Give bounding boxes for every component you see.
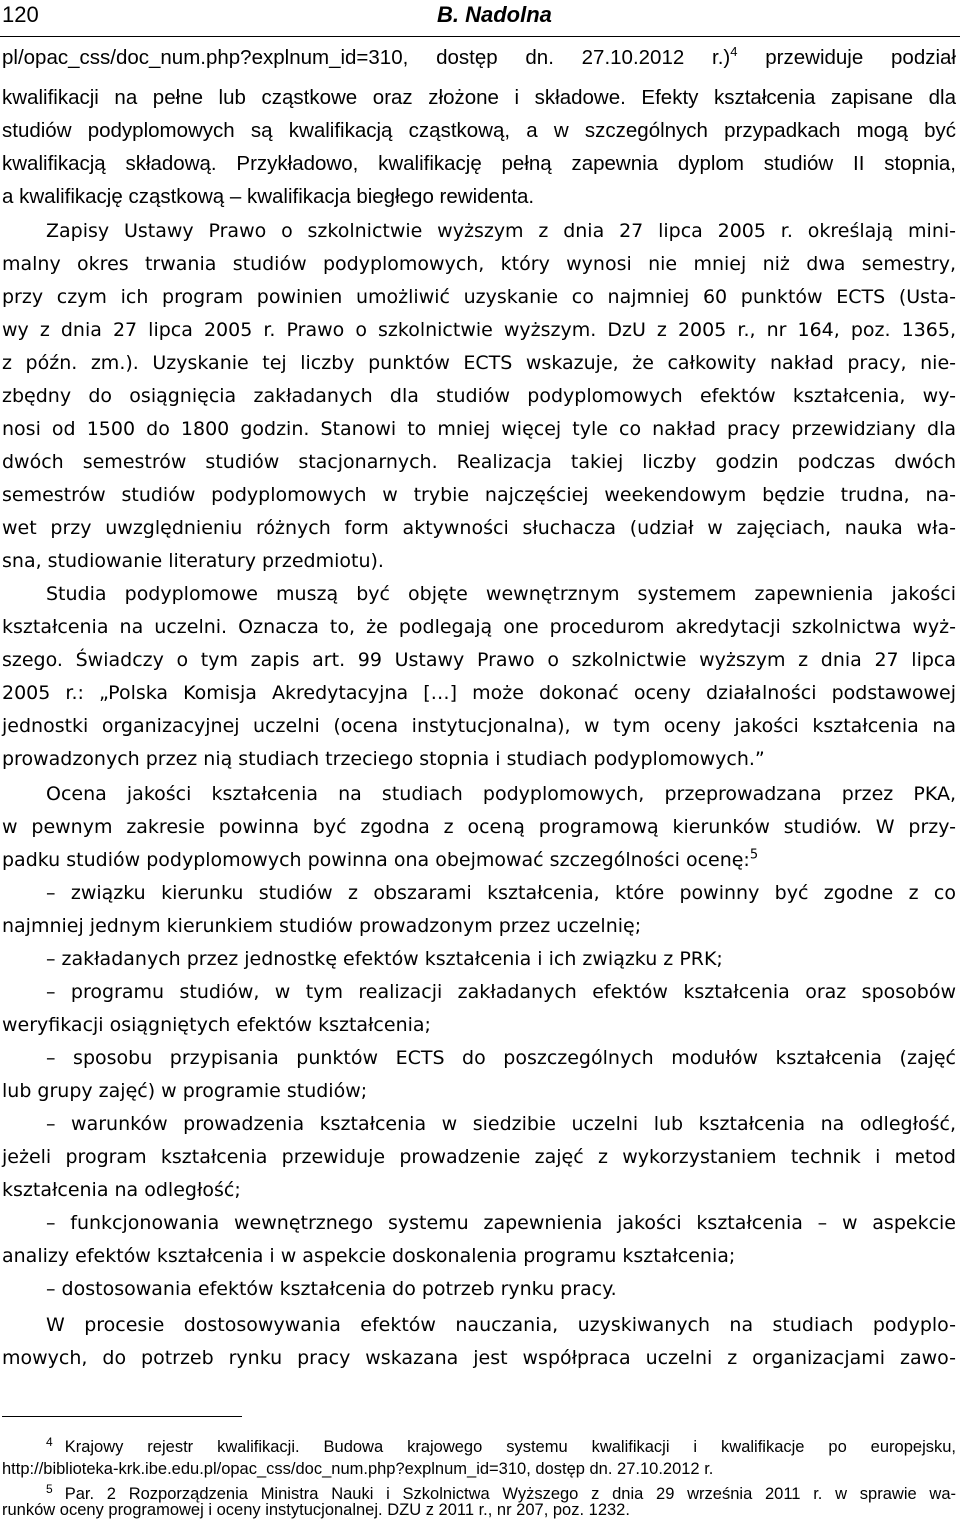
list-item: – zakładanych przez jednostkę efektów kształcenia i ich związku z PRK; [46,948,723,970]
text-line: nosi od 1500 do 1800 godzin. Stanowi to mniej więcej tyle co nakład pracy przewidziany dla [2,418,956,440]
text-line: malny okres trwania studiów podyplomowych, który wynosi nie mniej niż dwa semestry, [2,253,956,275]
text-line: w pewnym zakresie powinna być zgodna z oceną programową kierunków studiów. W przy- [2,816,956,838]
text-line: przy czym ich program powinien umożliwić uzyskanie co najmniej 60 punktów ECTS (Usta- [2,286,956,308]
text-line: sna, studiowanie literatury przedmiotu). [2,550,384,572]
footnote-ref: 4 [730,44,738,60]
footnote-number: 4 [46,1434,53,1449]
text-line: prowadzonych przez nią studiach trzeciego stopnia i studiach podyplomowych.” [2,748,765,770]
text-line: Studia podyplomowe muszą być objęte wewnętrznym systemem zapewnienia jakości [46,583,956,605]
text-line: jeżeli program kształcenia przewiduje prowadzenie zajęć z wykorzystaniem technik i metod [2,1146,956,1168]
text-line: Ocena jakości kształcenia na studiach podyplomowych, przeprowadzana przez PKA, [46,783,956,805]
text-line: Zapisy Ustawy Prawo o szkolnictwie wyższym z dnia 27 lipca 2005 r. określają mini- [46,220,956,242]
text-line: 2005 r.: „Polska Komisja Akredytacyjna […] może dokonać oceny działalności podstawowej [2,682,956,704]
text-line: z późn. zm.). Uzyskanie tej liczby punktów ECTS wskazuje, że całkowity nakład pracy, nie- [2,352,956,374]
text-line: pl/opac_css/doc_num.php?explnum_id=310, dostęp dn. 27.10.2012 r.)$^4$ przewiduje podział [2,44,956,69]
text-line: najmniej jednym kierunkiem studiów prowadzonym przez uczelnię; [2,915,642,937]
text-line: weryfikacji osiągniętych efektów kształcenia; [2,1014,431,1036]
text-line: semestrów studiów podyplomowych w trybie najczęściej weekendowym będzie trudna, na- [2,484,956,506]
footnote-5: $^5$ Par. 2 Rozporządzenia Ministra Nauki i Szkolnictwa Wyższego z dnia 29 września 2011 r. w sprawie wa- [46,1481,956,1503]
text-line: kwalifikacji na pełne lub cząstkowe oraz złożone i składowe. Efekty kształcenia zapisane dla [2,86,956,109]
footnote-ref: 5 [749,847,759,863]
list-item: – związku kierunku studiów z obszarami kształcenia, które powinny być zgodne z co [46,882,956,904]
text-line: szego. Świadczy o tym zapis art. 99 Ustawy Prawo o szkolnictwie wyższym z dnia 27 lipca [2,649,956,671]
text-line: kształcenia na odległość; [2,1179,241,1201]
text-line: studiów podyplomowych są kwalifikacją cząstkową, a w szczególnych przypadkach mogą być [2,119,956,142]
text-line: W procesie dostosowywania efektów nauczania, uzyskiwanych na studiach podyplo- [46,1314,956,1336]
footnote-number: 5 [46,1481,53,1496]
footnote-5-cont: runków oceny programowej i oceny instytucjonalnej. DZU z 2011 r., nr 207, poz. 1232. [2,1501,630,1519]
text-line: mowych, do potrzeb rynku pracy wskazana jest współpraca uczelni z organizacjami zawo- [2,1347,956,1369]
list-item: – funkcjonowania wewnętrznego systemu zapewnienia jakości kształcenia – w aspekcie [46,1212,956,1234]
text-line: jednostki organizacyjnej uczelni (ocena instytucjonalna), w tym oceny jakości kształcenia na [2,715,956,737]
running-author: B. Nadolna [437,2,552,27]
footnote-4-cont: http://biblioteka-krk.ibe.edu.pl/opac_css/doc_num.php?explnum_id=310, dostęp dn. 27.10.2012 r. [2,1460,714,1478]
text-line: kwalifikacją składową. Przykładowo, kwalifikację pełną zapewnia dyplom studiów II stopnia, [2,152,956,175]
text-line: lub grupy zajęć) w programie studiów; [2,1080,368,1102]
text-line: kształcenia na uczelni. Oznacza to, że podlegają one procedurom akredytacji szkolnictwa wyż- [2,616,956,638]
text-line: a kwalifikację cząstkową – kwalifikacja biegłego rewidenta. [2,185,535,208]
list-item: – dostosowania efektów kształcenia do potrzeb rynku pracy. [46,1278,617,1300]
text-line: zbędny do osiągnięcia zakładanych dla studiów podyplomowych efektów kształcenia, wy- [2,385,956,407]
list-item: – warunków prowadzenia kształcenia w siedzibie uczelni lub kształcenia na odległość, [46,1113,956,1135]
footnote-divider [2,1416,242,1417]
page-number: 120 [2,2,39,27]
text-line: dwóch semestrów studiów stacjonarnych. Realizacja takiej liczby godzin podczas dwóch [2,451,956,473]
page-header [0,0,960,37]
text-line: padku studiów podyplomowych powinna ona obejmować szczególności ocenę:$^5$ [2,847,759,871]
text-line: wy z dnia 27 lipca 2005 r. Prawo o szkolnictwie wyższym. DzU z 2005 r., nr 164, poz. 1365, [2,319,956,341]
text-line: analizy efektów kształcenia i w aspekcie doskonalenia programu kształcenia; [2,1245,736,1267]
text-line: wet przy uwzględnieniu różnych form aktywności słuchacza (udział w zajęciach, nauka wła- [2,517,956,539]
list-item: – programu studiów, w tym realizacji zakładanych efektów kształcenia oraz sposobów [46,981,956,1003]
list-item: – sposobu przypisania punktów ECTS do poszczególnych modułów kształcenia (zajęć [46,1047,956,1069]
footnote-4: $^4$ Krajowy rejestr kwalifikacji. Budowa krajowego systemu kwalifikacji i kwalifikacje po europejsku, [46,1434,956,1456]
